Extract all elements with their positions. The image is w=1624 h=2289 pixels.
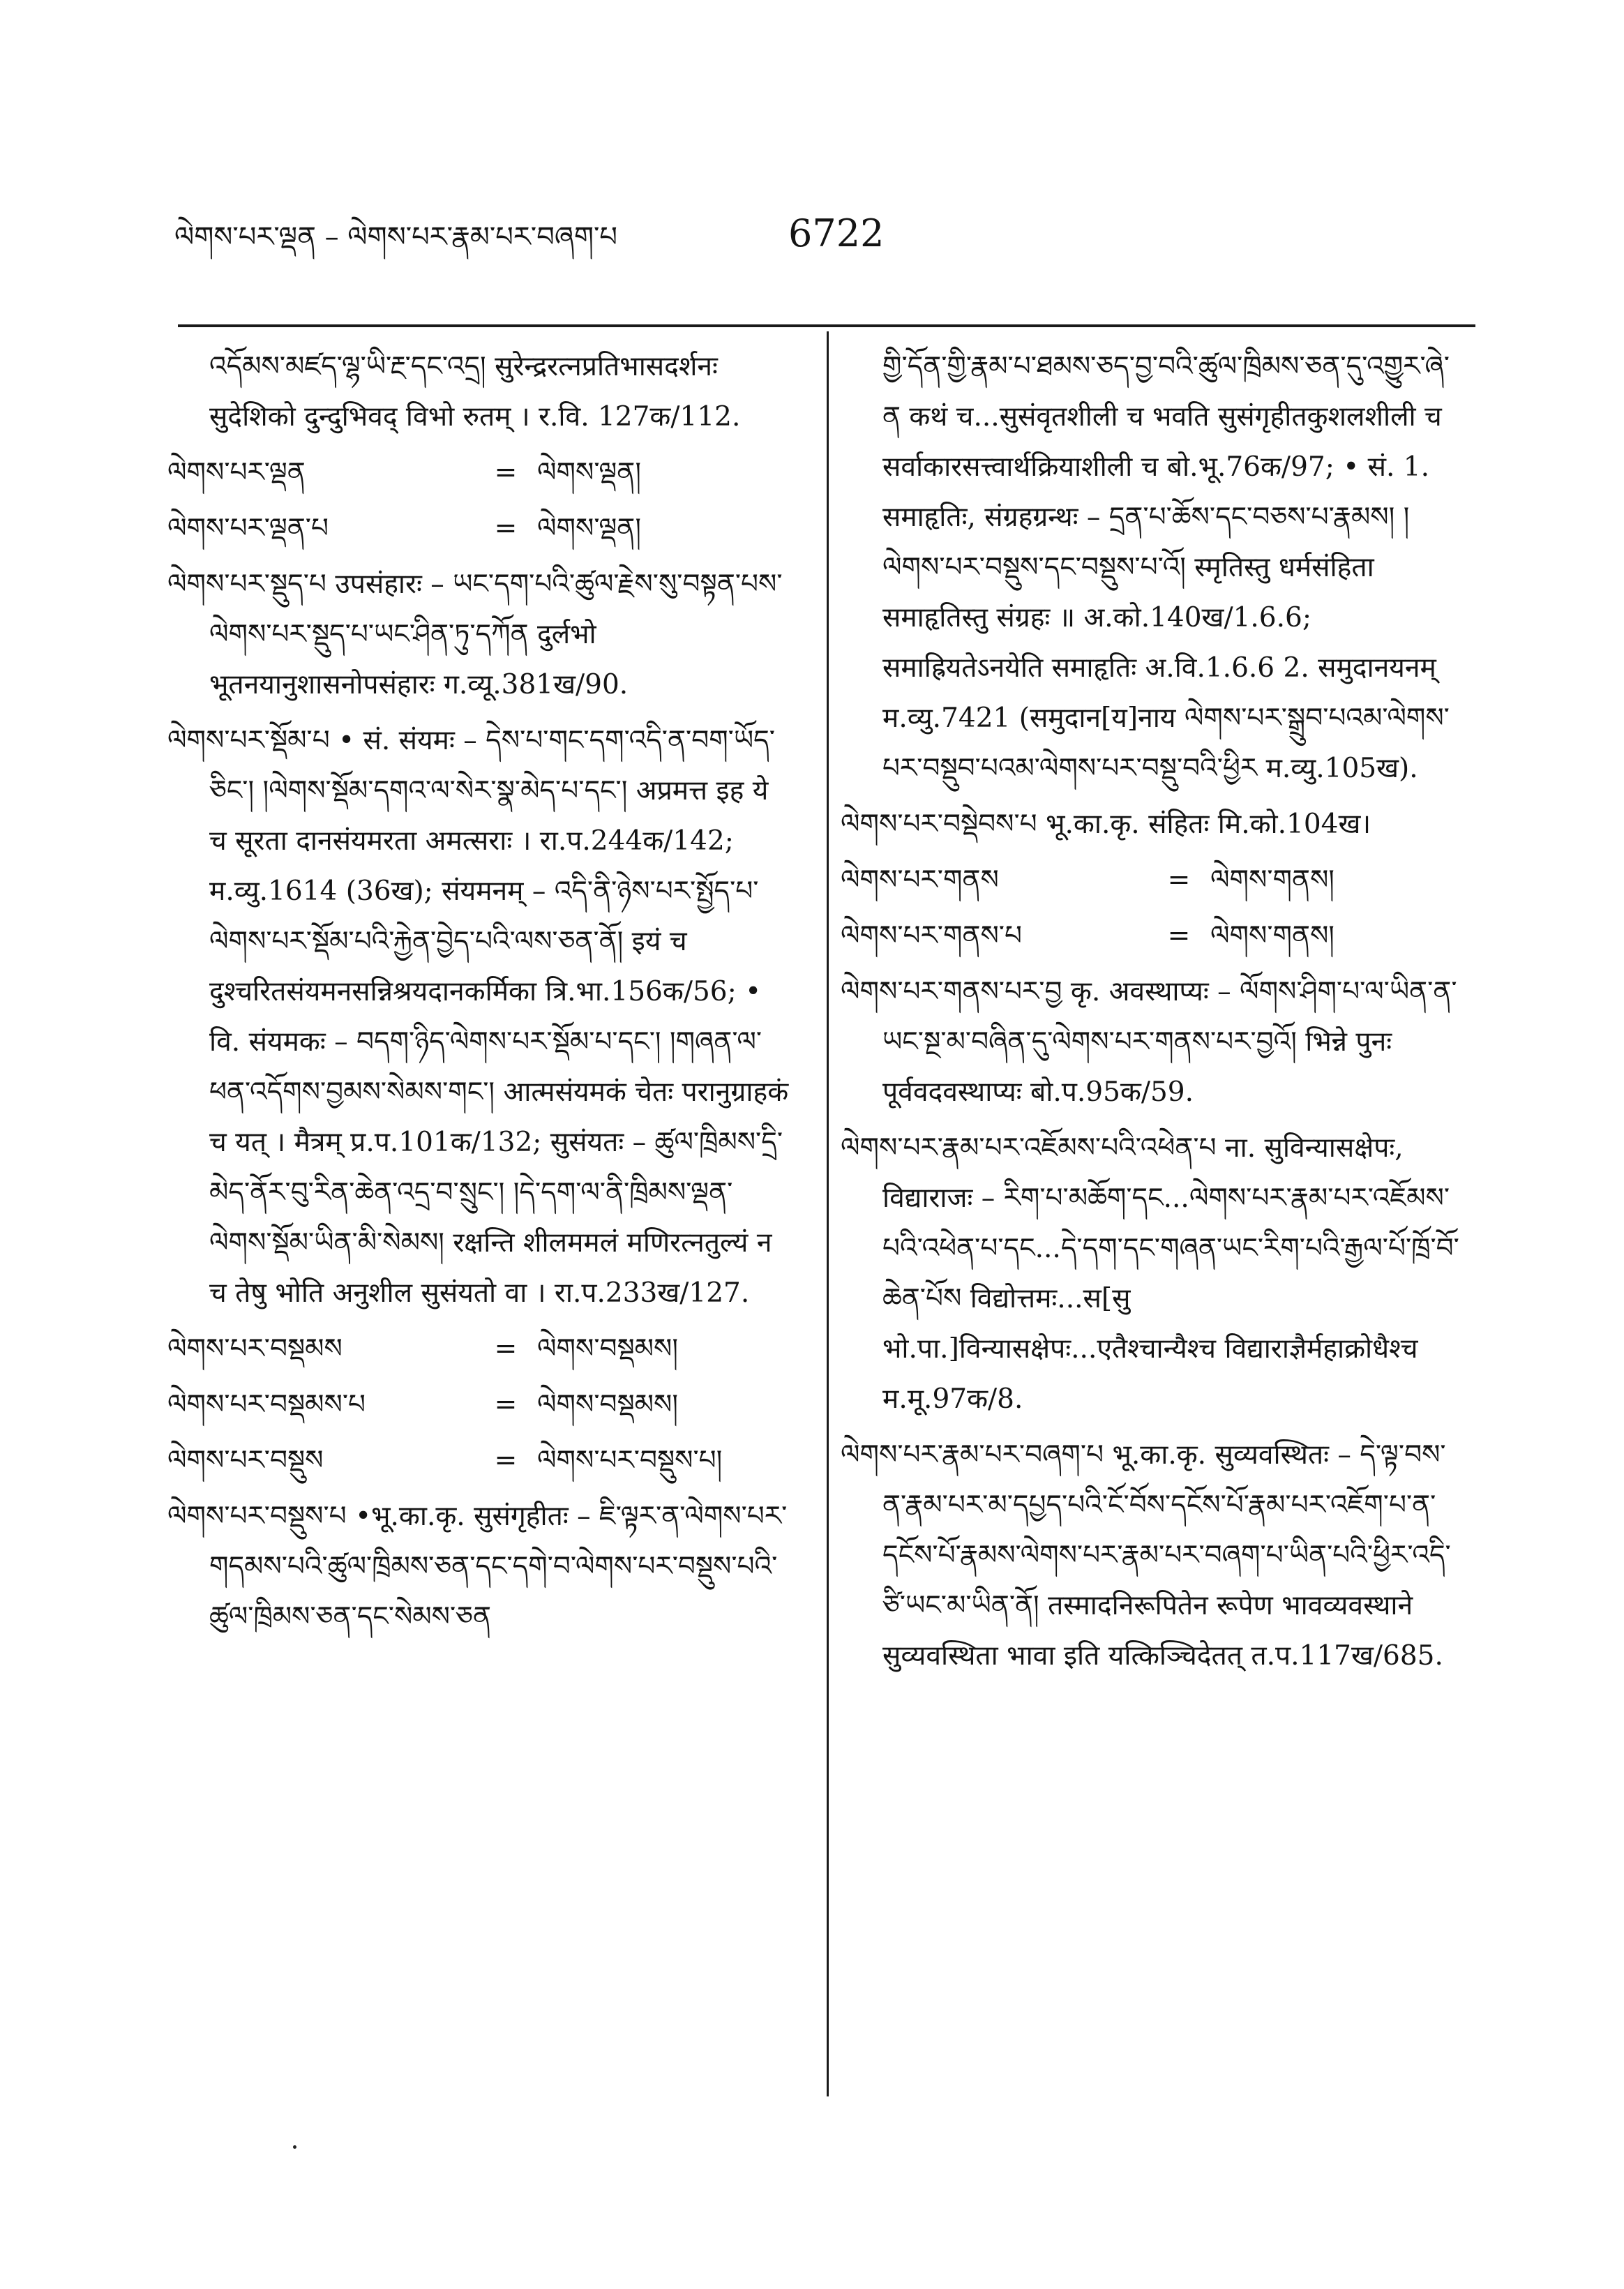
equals-sign: = [494,1445,518,1476]
cross-reference-head: ལེགས་པར་བསྡམས [167,1333,343,1365]
cross-reference-target: ལེགས་བསྡམས། [537,1333,679,1365]
headword: ལེགས་པར་སྡོམ་པ [167,725,330,756]
equals-sign: = [1167,864,1191,896]
cross-reference [167,1436,792,1486]
entry-body: •भू.का.कृ. सुसंगृहीतः – ཇི་ལྟར་ན་ལེགས་པར་གདམས་པའི་ཚུལ་ཁྲིམས་ཅན་དང་དགེ་བ་ལེགས་པར་བསྡུས་པའི་ཚུལ་ཁྲིམས་ཅན་དང་སེམས་ཅན [209,1501,788,1633]
headword: ལེགས་པར་བསྡེབས་པ [841,809,1037,840]
headword: ལེགས་པར་སྡུད་པ [167,569,326,600]
equals-sign: = [494,1389,518,1420]
entry-body: • सं. संयमः – དེས་པ་གང་དག་འདི་ན་བག་ཡོད་ཅིང་། །ལེགས་སྡོམ་དགའ་ལ་སེར་སྣ་མེད་པ་དང་། अप्रमत्त इह ये च सूरता दानसंयमरता अमत्सराः । रा.प.244क/142; म.व्यु.1614 (36ख); संयमनम् – འདི་ནི་ཉེས་པར་སྤྱོད་པ་ལེགས་པར་སྡོམ་པའི་རྐྱེན་བྱེད་པའི་ལས་ཅན་ནོ། इयं च दुश्चरितसंयमनसन्निश्रयदानकर्मिका त्रि.भा.156क/56; • वि. संयमकः – བདག་ཉིད་ལེགས་པར་སྡོམ་པ་དང་། །གཞན་ལ་ཕན་འདོགས་བྱམས་སེམས་གང་། आत्मसंयमकं चेतः परानुग्राहकं च यत् । मैत्रम् प्र.प.101क/132; सुसंयतः – ཚུལ་ཁྲིམས་དྲི་མེད་ནོར་བུ་རིན་ཆེན་འདྲ་བ་སྲུང་། །དེ་དག་ལ་ནི་ཁྲིམས་ལྡན་ལེགས་སྡོམ་ཡིན་མི་སེམས། रक्षन्ति शीलममलं मणिरत्नतुल्यं न च तेषु भोति अनुशील सुसंयतो वा । रा.प.233ख/127. [209,725,789,1309]
cross-reference [167,504,792,554]
dictionary-entry [841,1430,1465,1681]
cross-reference-head: ལེགས་པར་གནས་པ [841,920,1022,952]
entry-body: भू.का.कृ. संहितः मि.को.104ख। [1046,809,1371,840]
headword: ལེགས་པར་རྣམ་པར་འཇོམས་པའི་འཕེན་པ [841,1132,1217,1164]
equals-sign: = [494,457,518,488]
cross-reference [841,855,1465,906]
entry-body: भू.का.कृ. सुव्यवस्थितः – དེ་ལྟ་བས་ན་རྣམ་པར་མ་དཔྱད་པའི་ངོ་བོས་དངོས་པོ་རྣམ་པར་འཇོག་པ་ན་དངོས་པོ་རྣམས་ལེགས་པར་རྣམ་པར་བཞག་པ་ཡིན་པའི་ཕྱིར་འདི་ཙི་ཡང་མ་ཡིན་ནོ། तस्मादनिरूपितेन रूपेण भावव्यवस्थाने सुव्यवस्थिता भावा इति यत्किञ्चिदेतत् त.प.117ख/685. [882,1439,1451,1672]
cross-reference-target: ལེགས་བསྡམས། [537,1389,679,1420]
cross-reference-head: ལེགས་པར་བསྡམས་པ [167,1389,366,1420]
entry-continuation: གྱི་དོན་གྱི་རྣམ་པ་ཐམས་ཅད་བྱ་བའི་ཚུལ་ཁྲིམས་ཅན་དུ་འགྱུར་ཞེ་ན कथं च...सुसंवृतशीली च भवति सुसंगृहीतकुशलशीली च सर्वाकारसत्त्वार्थक्रियाशीली च बो.भू.76क/97; • सं. 1. समाहृतिः, संग्रहग्रन्थः – དྲན་པ་ཆོས་དང་བཅས་པ་རྣམས། །ལེགས་པར་བསྡུས་དང་བསྡུས་པ་འོ། स्मृतिस्तु धर्मसंहिता समाहृतिस्तु संग्रहः ॥ अ.को.140ख/1.6.6; समाह्रियतेऽनयेति समाहृतिः अ.वि.1.6.6 2. समुदानयनम् म.व्यु.7421 (समुदान[य]नाय ལེགས་པར་སྒྲུབ་པའམ་ལེགས་པར་བསྡུབ་པའམ་ལེགས་པར་བསྡུ་བའི་ཕྱིར म.व्यु.105ख). [882,351,1450,784]
page-number: 6722 [788,211,885,255]
cross-reference [167,1324,792,1374]
equals-sign: = [494,1333,518,1365]
right-column [841,342,1465,1687]
headword: ལེགས་པར་གནས་པར་བྱ [841,976,1062,1007]
cross-reference-target: ལེགས་གནས། [1210,920,1334,952]
equals-sign: = [1167,920,1191,952]
left-column [167,342,792,1648]
headword: ལེགས་པར་བསྡུས་པ [167,1501,347,1532]
dictionary-entry [841,1123,1465,1425]
equals-sign: = [494,513,518,544]
cross-reference [167,448,792,498]
dictionary-entry [841,800,1465,850]
cross-reference-head: ལེགས་པར་ལྡན [167,457,306,488]
cross-reference [841,911,1465,961]
entry-body: उपसंहारः – ཡང་དག་པའི་ཚུལ་རྗེས་སུ་བསྟན་པས་ལེགས་པར་སྡུད་པ་ཡང་ཤིན་ཏུ་དཀོན दुर्लभो भूतनयानुशासनोपसंहारः ग.व्यू.381ख/90. [209,569,783,700]
cross-reference-target: ལེགས་གནས། [1210,864,1334,896]
cross-reference-head: ལེགས་པར་གནས [841,864,999,896]
cross-reference-head: ལེགས་པར་བསྡུས [167,1445,324,1476]
cross-reference-target: ལེགས་པར་བསྡུས་པ། [537,1445,723,1476]
cross-reference-head: ལེགས་པར་ལྡན་པ [167,513,329,544]
headword: ལེགས་པར་རྣམ་པར་བཞག་པ [841,1439,1104,1471]
cross-reference [167,1380,792,1430]
stray-mark [293,2145,296,2149]
running-head: ལེགས་པར་ལྡན – ལེགས་པར་རྣམ་པར་བཞག་པ [174,221,618,253]
entry-body: कृ. अवस्थाप्यः – ལོགས་ཤིག་པ་ལ་ཡིན་ན་ཡང་སྔ་མ་བཞིན་དུ་ལེགས་པར་གནས་པར་བྱའོ། भिन्ने पुनः पूर्ववदवस्थाप्यः बो.प.95क/59. [882,976,1457,1108]
dictionary-entry [167,1492,792,1642]
cross-reference-target: ལེགས་ལྡན། [537,457,641,488]
entry-body: ना. सुविन्यासक्षेपः, विद्याराजः – རིག་པ་མཆོག་དང...ལེགས་པར་རྣམ་པར་འཇོམས་པའི་འཕེན་པ་དང...དེ་དག་དང་གཞན་ཡང་རིག་པའི་རྒྱལ་པོ་ཁྲོ་བོ་ཆེན་པོས विद्योत्तमः...स[सु भो.पा.]विन्यासक्षेपः...एतैश्चान्यैश्च विद्याराज्ञैर्महाक्रोधैश्च म.मू.97क/8. [882,1132,1459,1415]
entry-continuation: འདོམས་མཛད་ལྷ་ཡི་རྔ་དང་འདྲ། सुरेन्द्ररत्नप्रतिभासदर्शनः सुदेशिको दुन्दुभिवद् विभो रुतम् । र.वि. 127क/112. [209,351,741,433]
cross-reference-target: ལེགས་ལྡན། [537,513,641,544]
dictionary-entry [167,716,792,1319]
dictionary-entry [167,560,792,710]
dictionary-entry [841,967,1465,1118]
header-rule [178,324,1475,327]
column-divider [827,331,829,2096]
